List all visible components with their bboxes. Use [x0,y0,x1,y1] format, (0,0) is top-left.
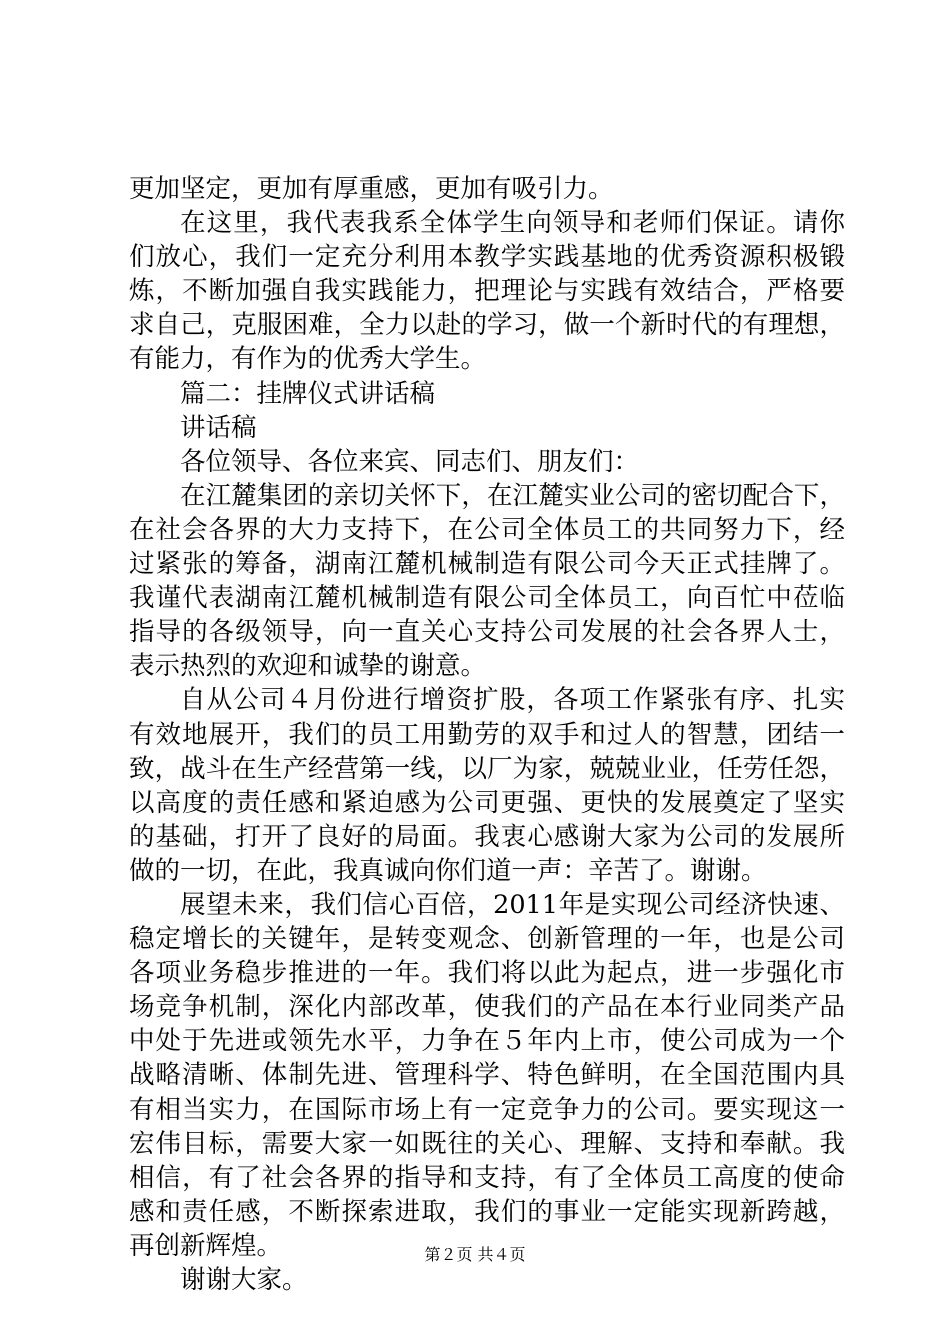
text-line: 场竞争机制，深化内部改革，使我们的产品在本行业同类产品 [129,992,845,1023]
text-line: 自从公司４月份进行增资扩股，各项工作紧张有序、扎实 [180,685,845,716]
speech-title: 讲话稿 [180,412,257,443]
document-body [129,172,845,1297]
text-line: 以高度的责任感和紧迫感为公司更强、更快的发展奠定了坚实 [129,787,845,818]
text-line: 在江麓集团的亲切关怀下，在江麓实业公司的密切配合下， [180,480,845,511]
text-line: 炼，不断加强自我实践能力，把理论与实践有效结合，严格要 [129,276,845,307]
text-line: 有相当实力，在国际市场上有一定竞争力的公司。要实现这一 [129,1094,845,1125]
text-line: 有效地展开，我们的员工用勤劳的双手和过人的智慧，团结一 [129,719,845,750]
text-line: 们放心，我们一定充分利用本教学实践基地的优秀资源积极锻 [129,242,845,273]
text-line: 中处于先进或领先水平，力争在５年内上市，使公司成为一个 [129,1026,845,1057]
text-line: 战略清晰、体制先进、管理科学、特色鲜明，在全国范围内具 [129,1060,845,1091]
salutation: 各位领导、各位来宾、同志们、朋友们： [180,446,640,477]
page-number-footer: 第２页 共４页 [424,1245,526,1264]
text-line: 相信，有了社会各界的指导和支持，有了全体员工高度的使命 [129,1162,845,1193]
text-line: 做的一切，在此，我真诚向你们道一声：辛苦了。谢谢。 [129,855,767,886]
text-line: 宏伟目标，需要大家一如既往的关心、理解、支持和奉献。我 [129,1128,845,1159]
text-line: 有能力，有作为的优秀大学生。 [129,344,487,375]
text-line: 各项业务稳步推进的一年。我们将以此为起点，进一步强化市 [129,958,845,989]
text-line: 我谨代表湖南江麓机械制造有限公司全体员工，向百忙中莅临 [129,583,845,614]
text-line: 稳定增长的关键年，是转变观念、创新管理的一年，也是公司 [129,924,845,955]
closing-line: 谢谢大家。 [180,1265,308,1295]
text-line: 表示热烈的欢迎和诚挚的谢意。 [129,651,487,682]
text-line: 再创新辉煌。 [129,1230,283,1261]
section-heading: 篇二：挂牌仪式讲话稿 [180,378,436,409]
text-line: 的基础，打开了良好的局面。我衷心感谢大家为公司的发展所 [129,821,845,852]
text-line: 更加坚定，更加有厚重感，更加有吸引力。 [129,174,614,204]
text-line: 在社会各界的大力支持下，在公司全体员工的共同努力下，经 [129,514,845,545]
text-line: 感和责任感，不断探索进取，我们的事业一定能实现新跨越， [129,1196,845,1227]
text-line: 致，战斗在生产经营第一线，以厂为家，兢兢业业，任劳任怨， [129,753,845,784]
text-line: 求自己，克服困难，全力以赴的学习，做一个新时代的有理想， [129,310,845,341]
text-line: 指导的各级领导，向一直关心支持公司发展的社会各界人士， [129,617,845,648]
text-line: 展望未来，我们信心百倍，2011年是实现公司经济快速、 [180,889,845,920]
text-line: 过紧张的筹备，湖南江麓机械制造有限公司今天正式挂牌了。 [129,549,845,580]
text-line: 在这里，我代表我系全体学生向领导和老师们保证。请你 [180,208,845,239]
